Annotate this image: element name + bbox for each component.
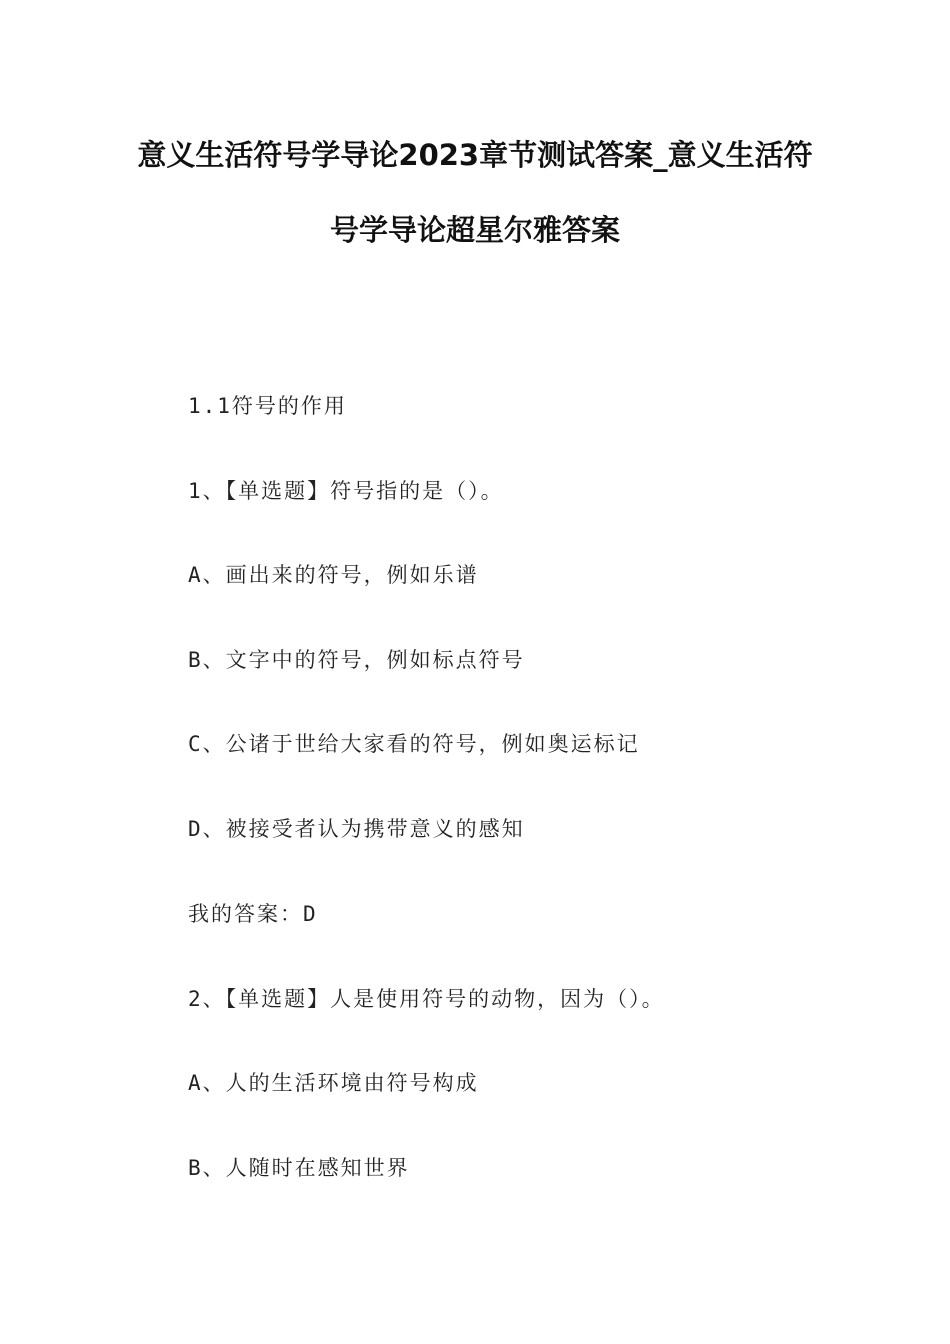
document-title-line-1: 意义生活符号学导论2023章节测试答案_意义生活符 xyxy=(137,138,813,172)
document-title-line-2: 号学导论超星尔雅答案 xyxy=(329,213,620,247)
question-1-option-b: B、文字中的符号，例如标点符号 xyxy=(188,648,525,672)
question-2: 2、【单选题】人是使用符号的动物，因为（）。 xyxy=(188,987,665,1011)
section-heading: 1.1符号的作用 xyxy=(188,394,347,418)
question-2-option-b: B、人随时在感知世界 xyxy=(188,1156,410,1180)
question-1: 1、【单选题】符号指的是（）。 xyxy=(188,479,504,503)
question-1-option-c: C、公诸于世给大家看的符号，例如奥运标记 xyxy=(188,732,640,756)
question-1-option-a: A、画出来的符号，例如乐谱 xyxy=(188,563,479,587)
question-2-option-a: A、人的生活环境由符号构成 xyxy=(188,1071,479,1095)
question-1-option-d: D、被接受者认为携带意义的感知 xyxy=(188,817,525,841)
question-1-answer: 我的答案：D xyxy=(188,902,318,926)
